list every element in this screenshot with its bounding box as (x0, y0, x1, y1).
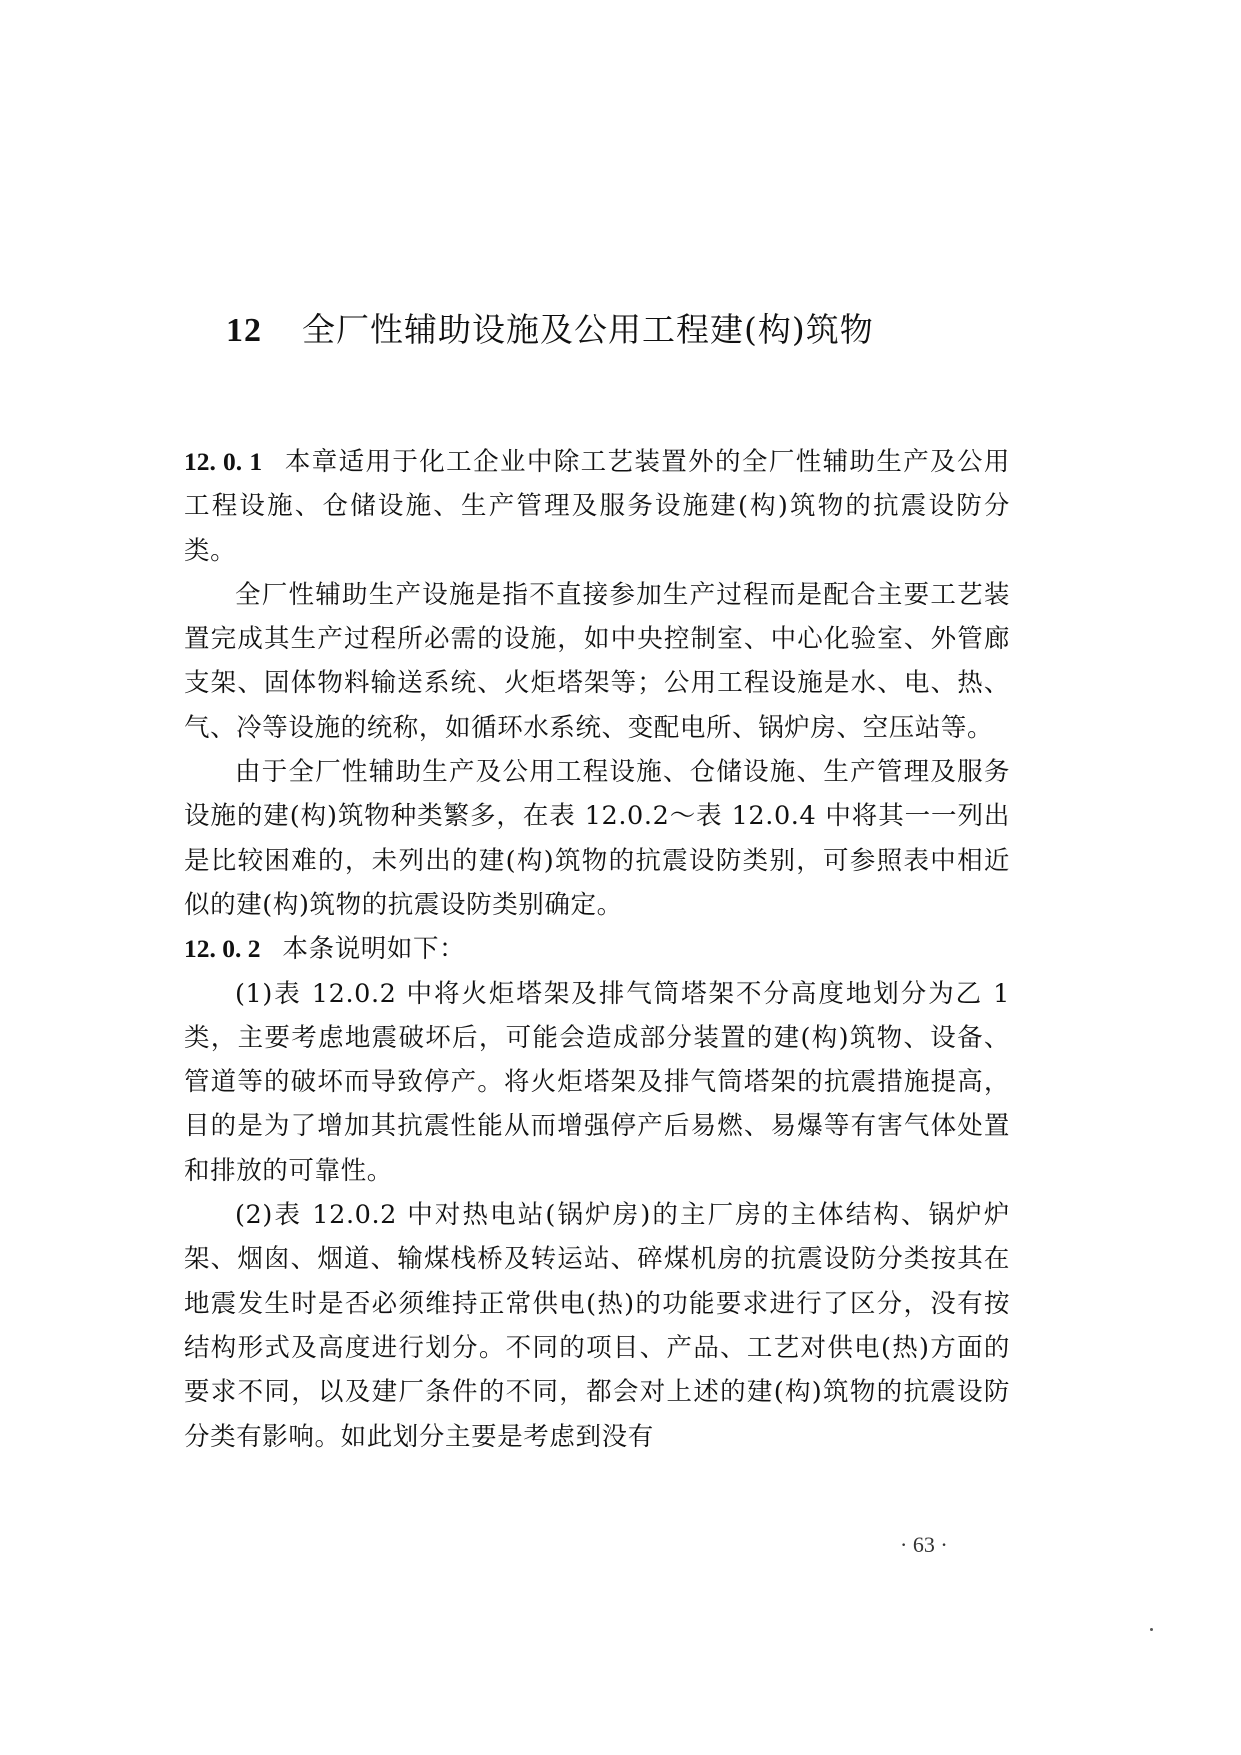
paragraph-note-1-flare-tower: (1)表 12.0.2 中将火炬塔架及排气筒塔架不分高度地划分为乙 1 类，主要考虑地震破坏后，可能会造成部分装置的建(构)筑物、设备、管道等的破坏而导致停产。将火炬塔架及排气筒塔架的抗震措施提高，目的是为了增加其抗震性能从而增强停产后易燃、易爆等有害气体处置和排放的可靠性。 (184, 978, 1010, 1186)
chapter-title (226, 300, 1086, 361)
clause-12-0-1 (184, 440, 1010, 573)
clause-text: 本条说明如下： (282, 934, 466, 965)
paragraph-auxiliary-facilities-definition: 全厂性辅助生产设施是指不直接参加生产过程而是配合主要工艺装置完成其生产过程所必需的设施，如中央控制室、中心化验室、外管廊支架、固体物料输送系统、火炬塔架等；公用工程设施是水、电、热、气、冷等设施的统称，如循环水系统、变配电所、锅炉房、空压站等。 (184, 579, 1010, 743)
scan-speck (1150, 1628, 1153, 1631)
page-number: · 63 · (900, 1532, 948, 1557)
chapter-number: 12 (226, 312, 262, 349)
paragraph-unlisted-buildings: 由于全厂性辅助生产及公用工程设施、仓储设施、生产管理及服务设施的建(构)筑物种类繁多，在表 12.0.2～表 12.0.4 中将其一一列出是比较困难的，未列出的建(构)筑物的抗震设防类别，可参照表中相近似的建(构)筑物的抗震设防类别确定。 (184, 757, 1010, 920)
clause-12-0-2 (184, 927, 1010, 971)
chapter-title-text: 全厂性辅助设施及公用工程建(构)筑物 (302, 310, 874, 349)
clause-text: 本章适用于化工企业中除工艺装置外的全厂性辅助生产及公用工程设施、仓储设施、生产管理及服务设施建(构)筑物的抗震设防分类。 (184, 447, 1011, 566)
clause-number: 12. 0. 1 (184, 447, 263, 476)
clause-number: 12. 0. 2 (184, 934, 261, 964)
paragraph-note-2-power-station: (2)表 12.0.2 中对热电站(锅炉房)的主厂房的主体结构、锅炉炉架、烟囱、烟道、输煤栈桥及转运站、碎煤机房的抗震设防分类按其在地震发生时是否必须维持正常供电(热)的功能要求进行了区分，没有按结构形式及高度进行划分。不同的项目、产品、工艺对供电(热)方面的要求不同，以及建厂条件的不同，都会对上述的建(构)筑物的抗震设防分类有影响。如此划分主要是考虑到没有 (184, 1200, 1010, 1452)
body-text (184, 440, 1010, 1459)
